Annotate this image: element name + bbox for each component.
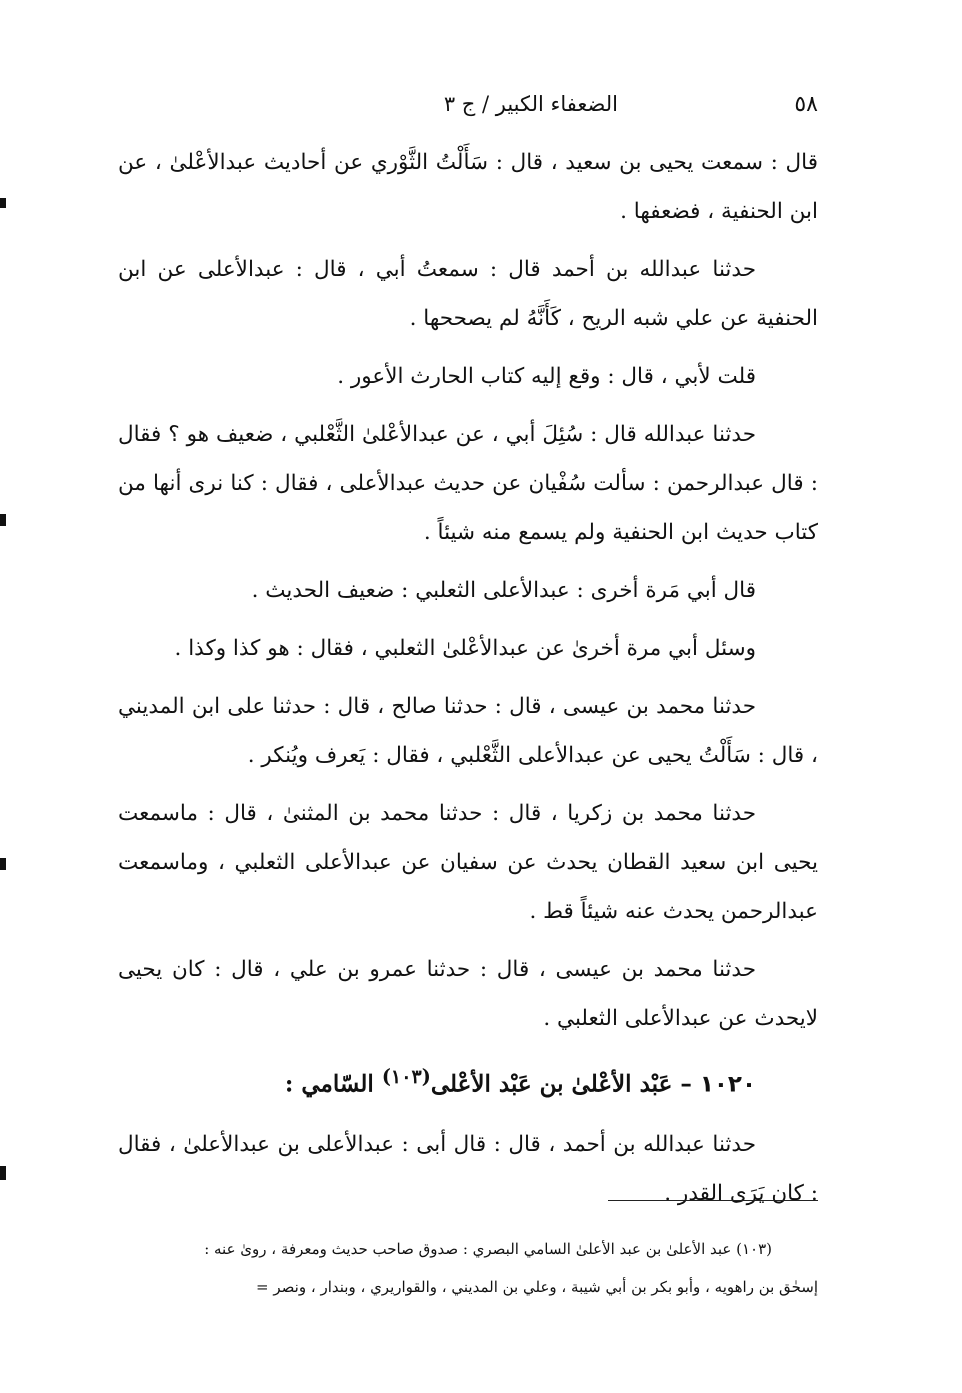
- entry-number: ١٠٢٠: [699, 1071, 756, 1098]
- entry-nisba: السّامي :: [284, 1070, 374, 1098]
- paragraph: قلت لأبي ، قال : وقع إليه كتاب الحارث الأعور .: [337, 364, 756, 389]
- page-header: [118, 92, 818, 126]
- body-text: [118, 138, 818, 1227]
- footnote-reference[interactable]: (١٠٣): [381, 1065, 431, 1088]
- entry-dash: –: [680, 1070, 692, 1098]
- paragraph: حدثنا عبدالله بن أحمد قال : سمعتُ أبي ، قال : عبدالأعلى عن ابن الحنفية عن علي شبه الريح ، كَأَنَّهُ لم يصححها .: [118, 257, 818, 331]
- entry-title: عَبْد الأعْلىٰ بن عَبْد الأعْلى: [430, 1070, 673, 1098]
- paragraph: حدثنا عبدالله قال : سُئِلَ أبي ، عن عبدالأعْلىٰ الثَّعْلبي ، ضعيف هو ؟ فقال : قال عبدالرحمن : سألت سُفْيان عن حديث عبدالأعلى ، فقال : كنا نرى أنها من كتاب حديث ابن الحنفية ولم يسمع منه شيئاً .: [118, 422, 818, 545]
- entry-heading: [118, 1052, 818, 1110]
- paragraph: حدثنا محمد بن عيسى ، قال : حدثنا صالح ، قال : حدثنا على ابن المديني ، قال : سَأَلْتُ يحيى عن عبدالأعلى الثَّعْلبي ، فقال : يَعرف ويُنكر .: [118, 694, 818, 768]
- scan-margin-mark: [0, 514, 6, 526]
- footnote-line: (١٠٣) عبد الأعلىٰ بن عبد الأعلىٰ السامي البصري : صدوق صاحب حديث ومعرفة ، روىٰ عنه :: [204, 1240, 772, 1258]
- paragraph: قال : سمعت يحيى بن سعيد ، قال : سَأَلْتُ الثَّوْري عن أحاديث عبدالأعْلىٰ ، عن ابن الحنفية ، فضعفها .: [118, 150, 818, 224]
- paragraph: قال أبي مَرة أخرى : عبدالأعلى الثعلبي : ضعيف الحديث .: [251, 578, 756, 603]
- paragraph: وسئل أبي مرة أخرىٰ عن عبدالأعْلىٰ الثعلبي ، فقال : هو كذا وكذا .: [174, 636, 756, 661]
- scan-margin-mark: [0, 858, 6, 870]
- paragraph: حدثنا عبدالله بن أحمد ، قال : قال أبى : عبدالأعلى بن عبدالأعلىٰ ، فقال : كان يَرَى القدر .: [118, 1131, 818, 1206]
- page-number: ٥٨: [794, 92, 818, 117]
- scan-margin-mark: [0, 1166, 6, 1180]
- footnotes: [118, 1230, 818, 1306]
- footnote-line: إسحٰق بن راهويه ، وأبو بكر بن أبي شيبة ، وعلي بن المديني ، والقواريري ، وبندار ، ونصر =: [256, 1278, 818, 1296]
- scan-margin-mark: [0, 198, 6, 208]
- paragraph: حدثنا محمد بن زكريا ، قال : حدثنا محمد بن المثنىٰ ، قال : ماسمعت يحيى ابن سعيد القطان يحدث عن سفيان عن عبدالأعلى الثعلبي ، وماسمعت عبدالرحمن يحدث عنه شيئاً قط .: [118, 801, 818, 924]
- running-title: الضعفاء الكبير / ج ٣: [443, 92, 618, 116]
- footnote-separator: [608, 1200, 818, 1201]
- paragraph: حدثنا محمد بن عيسى ، قال : حدثنا عمرو بن علي ، قال : كان يحيى لايحدث عن عبدالأعلى الثعلبي .: [118, 957, 818, 1031]
